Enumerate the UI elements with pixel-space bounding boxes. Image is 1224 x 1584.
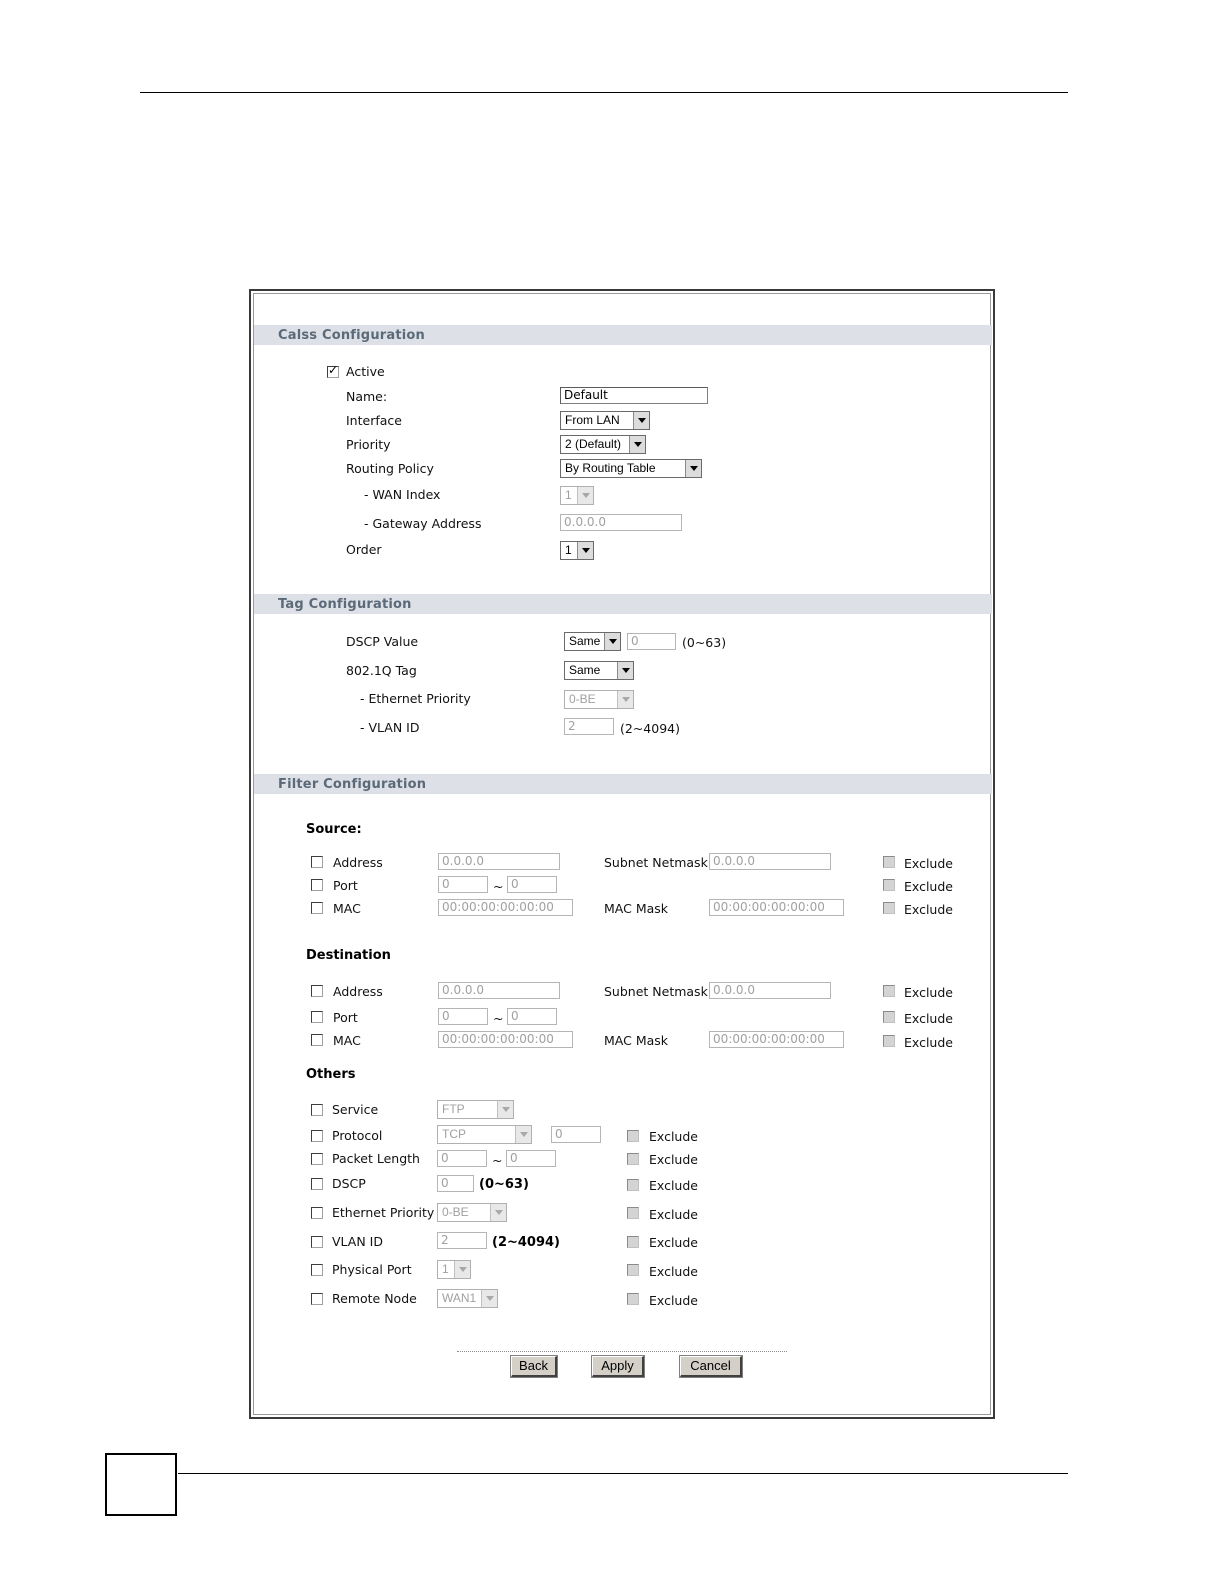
packet-length-exclude-checkbox[interactable] <box>627 1153 639 1165</box>
dscp-range-hint: (0~63) <box>682 635 727 650</box>
destination-port-separator: ~ <box>493 1011 504 1026</box>
remote-node-checkbox[interactable] <box>311 1293 323 1305</box>
vlan-id-label: - VLAN ID <box>360 720 420 735</box>
source-address-exclude-label: Exclude <box>904 856 953 871</box>
service-checkbox[interactable] <box>311 1104 323 1116</box>
interface-select-value: From LAN <box>565 413 620 427</box>
destination-mac-label: MAC <box>333 1033 361 1048</box>
packet-length-exclude-label: Exclude <box>649 1152 698 1167</box>
others-ethernet-priority-select-value: 0-BE <box>442 1205 469 1219</box>
remote-node-label: Remote Node <box>332 1291 417 1306</box>
active-checkbox[interactable] <box>327 366 339 378</box>
destination-port-to-input[interactable]: 0 <box>507 1008 557 1025</box>
tag-config-title: Tag Configuration <box>278 597 412 612</box>
chevron-down-icon <box>617 691 633 708</box>
destination-mac-exclude-label: Exclude <box>904 1035 953 1050</box>
destination-port-checkbox[interactable] <box>311 1011 323 1023</box>
packet-length-checkbox[interactable] <box>311 1153 323 1165</box>
class-config-header <box>254 325 992 345</box>
destination-address-exclude-checkbox[interactable] <box>883 985 895 997</box>
page-number-box <box>105 1453 177 1516</box>
others-heading: Others <box>306 1067 356 1082</box>
protocol-number-input[interactable]: 0 <box>551 1126 601 1143</box>
destination-address-label: Address <box>333 984 383 999</box>
dscp-label: DSCP <box>332 1176 366 1191</box>
destination-address-input[interactable]: 0.0.0.0 <box>438 982 560 999</box>
protocol-label: Protocol <box>332 1128 383 1143</box>
dscp-mode-select-value: Same <box>569 634 601 648</box>
chevron-down-icon <box>481 1290 497 1307</box>
source-address-input[interactable]: 0.0.0.0 <box>438 853 560 870</box>
protocol-exclude-label: Exclude <box>649 1129 698 1144</box>
destination-port-exclude-checkbox[interactable] <box>883 1011 895 1023</box>
physical-port-exclude-checkbox[interactable] <box>627 1264 639 1276</box>
chevron-down-icon <box>515 1126 531 1143</box>
ethernet-priority-select[interactable] <box>564 690 634 709</box>
physical-port-label: Physical Port <box>332 1262 412 1277</box>
priority-label: Priority <box>346 437 391 452</box>
destination-port-label: Port <box>333 1010 358 1025</box>
wan-index-label: - WAN Index <box>364 487 441 502</box>
physical-port-select-value: 1 <box>442 1262 449 1276</box>
dot1q-tag-label: 802.1Q Tag <box>346 663 417 678</box>
protocol-checkbox[interactable] <box>311 1130 323 1142</box>
remote-node-select[interactable] <box>437 1289 498 1308</box>
chevron-down-icon <box>577 487 593 504</box>
remote-node-exclude-label: Exclude <box>649 1293 698 1308</box>
order-label: Order <box>346 542 382 557</box>
vlan-exclude-checkbox[interactable] <box>627 1236 639 1248</box>
destination-port-from-input[interactable]: 0 <box>438 1008 488 1025</box>
source-port-to-input[interactable]: 0 <box>507 876 557 893</box>
class-config-title: Calss Configuration <box>278 328 426 343</box>
source-address-exclude-checkbox[interactable] <box>883 856 895 868</box>
page-header-rule <box>140 92 1068 93</box>
apply-button[interactable]: Apply <box>592 1356 644 1377</box>
source-mac-input[interactable]: 00:00:00:00:00:00 <box>438 899 573 916</box>
cancel-button[interactable]: Cancel <box>680 1356 742 1377</box>
source-heading: Source: <box>306 822 362 837</box>
dot1q-tag-select-value: Same <box>569 663 601 677</box>
ethernet-priority-label: - Ethernet Priority <box>360 691 471 706</box>
wan-index-select-value: 1 <box>565 488 572 502</box>
remote-node-exclude-checkbox[interactable] <box>627 1293 639 1305</box>
routing-policy-select-value: By Routing Table <box>565 461 656 475</box>
chevron-down-icon <box>685 460 701 477</box>
chevron-down-icon <box>490 1204 506 1221</box>
destination-mac-mask-input[interactable]: 00:00:00:00:00:00 <box>709 1031 844 1048</box>
order-select[interactable] <box>560 541 594 560</box>
source-port-checkbox[interactable] <box>311 879 323 891</box>
ethernet-priority-select-value: 0-BE <box>569 692 596 706</box>
ethernet-priority-checkbox[interactable] <box>311 1207 323 1219</box>
filter-config-header <box>254 774 992 794</box>
others-vlan-id-label: VLAN ID <box>332 1234 383 1249</box>
service-select-value: FTP <box>442 1102 465 1116</box>
wan-index-select[interactable] <box>560 486 594 505</box>
source-mac-label: MAC <box>333 901 361 916</box>
ethernet-priority-exclude-label: Exclude <box>649 1207 698 1222</box>
source-subnet-input[interactable]: 0.0.0.0 <box>709 853 831 870</box>
source-port-exclude-label: Exclude <box>904 879 953 894</box>
physical-port-exclude-label: Exclude <box>649 1264 698 1279</box>
order-select-value: 1 <box>565 543 572 557</box>
source-mac-exclude-label: Exclude <box>904 902 953 917</box>
gateway-address-label: - Gateway Address <box>364 516 482 531</box>
vlan-id-input[interactable]: 2 <box>564 718 614 735</box>
source-mac-mask-label: MAC Mask <box>604 901 669 916</box>
chevron-down-icon <box>454 1261 470 1278</box>
destination-mac-input[interactable]: 00:00:00:00:00:00 <box>438 1031 573 1048</box>
gateway-address-input[interactable]: 0.0.0.0 <box>560 514 682 531</box>
button-divider <box>457 1351 787 1352</box>
back-button[interactable]: Back <box>511 1356 557 1377</box>
others-vlan-id-input[interactable]: 2 <box>437 1232 487 1249</box>
packet-length-separator: ~ <box>492 1153 503 1168</box>
destination-mac-exclude-checkbox[interactable] <box>883 1035 895 1047</box>
destination-heading: Destination <box>306 948 391 963</box>
dscp-value-label: DSCP Value <box>346 634 419 649</box>
routing-policy-label: Routing Policy <box>346 461 434 476</box>
source-address-checkbox[interactable] <box>311 856 323 868</box>
physical-port-select[interactable] <box>437 1260 471 1279</box>
priority-select[interactable] <box>560 435 646 454</box>
dscp-exclude-label: Exclude <box>649 1178 698 1193</box>
interface-label: Interface <box>346 413 402 428</box>
protocol-select[interactable] <box>437 1125 532 1144</box>
destination-mac-checkbox[interactable] <box>311 1034 323 1046</box>
vlan-range-hint: (2~4094) <box>620 721 680 736</box>
destination-subnet-input[interactable]: 0.0.0.0 <box>709 982 831 999</box>
active-label: Active <box>346 364 385 379</box>
others-ethernet-priority-label: Ethernet Priority <box>332 1205 435 1220</box>
dscp-value-input[interactable]: 0 <box>627 633 676 650</box>
routing-policy-select[interactable] <box>560 459 702 478</box>
physical-port-checkbox[interactable] <box>311 1264 323 1276</box>
source-mac-checkbox[interactable] <box>311 902 323 914</box>
tag-config-header <box>254 594 992 614</box>
others-vlan-range-hint: (2~4094) <box>492 1235 561 1250</box>
source-address-label: Address <box>333 855 383 870</box>
remote-node-select-value: WAN1 <box>442 1291 477 1305</box>
source-port-separator: ~ <box>493 879 504 894</box>
source-port-from-input[interactable]: 0 <box>438 876 488 893</box>
chevron-down-icon <box>577 542 593 559</box>
source-port-label: Port <box>333 878 358 893</box>
name-label: Name: <box>346 389 388 404</box>
others-ethernet-priority-select[interactable] <box>437 1203 507 1222</box>
destination-address-checkbox[interactable] <box>311 985 323 997</box>
destination-subnet-label: Subnet Netmask <box>604 984 708 999</box>
dot1q-tag-select[interactable] <box>564 661 634 680</box>
packet-length-label: Packet Length <box>332 1151 420 1166</box>
page-footer-rule <box>178 1473 1068 1474</box>
source-subnet-label: Subnet Netmask <box>604 855 708 870</box>
vlan-checkbox[interactable] <box>311 1236 323 1248</box>
priority-select-value: 2 (Default) <box>565 437 622 451</box>
chevron-down-icon <box>604 633 620 650</box>
service-label: Service <box>332 1102 379 1117</box>
dscp-checkbox[interactable] <box>311 1178 323 1190</box>
packet-length-to-input[interactable]: 0 <box>506 1150 556 1167</box>
destination-mac-mask-label: MAC Mask <box>604 1033 669 1048</box>
name-input[interactable]: Default <box>560 387 708 404</box>
chevron-down-icon <box>497 1101 513 1118</box>
chevron-down-icon <box>617 662 633 679</box>
filter-config-title: Filter Configuration <box>278 777 427 792</box>
vlan-exclude-label: Exclude <box>649 1235 698 1250</box>
ethernet-priority-exclude-checkbox[interactable] <box>627 1207 639 1219</box>
chevron-down-icon <box>633 412 649 429</box>
dscp-input[interactable]: 0 <box>437 1175 474 1192</box>
destination-port-exclude-label: Exclude <box>904 1011 953 1026</box>
dscp-mode-select[interactable] <box>564 632 621 651</box>
protocol-select-value: TCP <box>442 1127 466 1141</box>
source-port-exclude-checkbox[interactable] <box>883 879 895 891</box>
source-mac-exclude-checkbox[interactable] <box>883 902 895 914</box>
destination-address-exclude-label: Exclude <box>904 985 953 1000</box>
dscp-range-hint-bold: (0~63) <box>479 1177 529 1192</box>
service-select[interactable] <box>437 1100 514 1119</box>
packet-length-from-input[interactable]: 0 <box>437 1150 487 1167</box>
interface-select[interactable] <box>560 411 650 430</box>
dscp-exclude-checkbox[interactable] <box>627 1179 639 1191</box>
protocol-exclude-checkbox[interactable] <box>627 1130 639 1142</box>
source-mac-mask-input[interactable]: 00:00:00:00:00:00 <box>709 899 844 916</box>
chevron-down-icon <box>629 436 645 453</box>
